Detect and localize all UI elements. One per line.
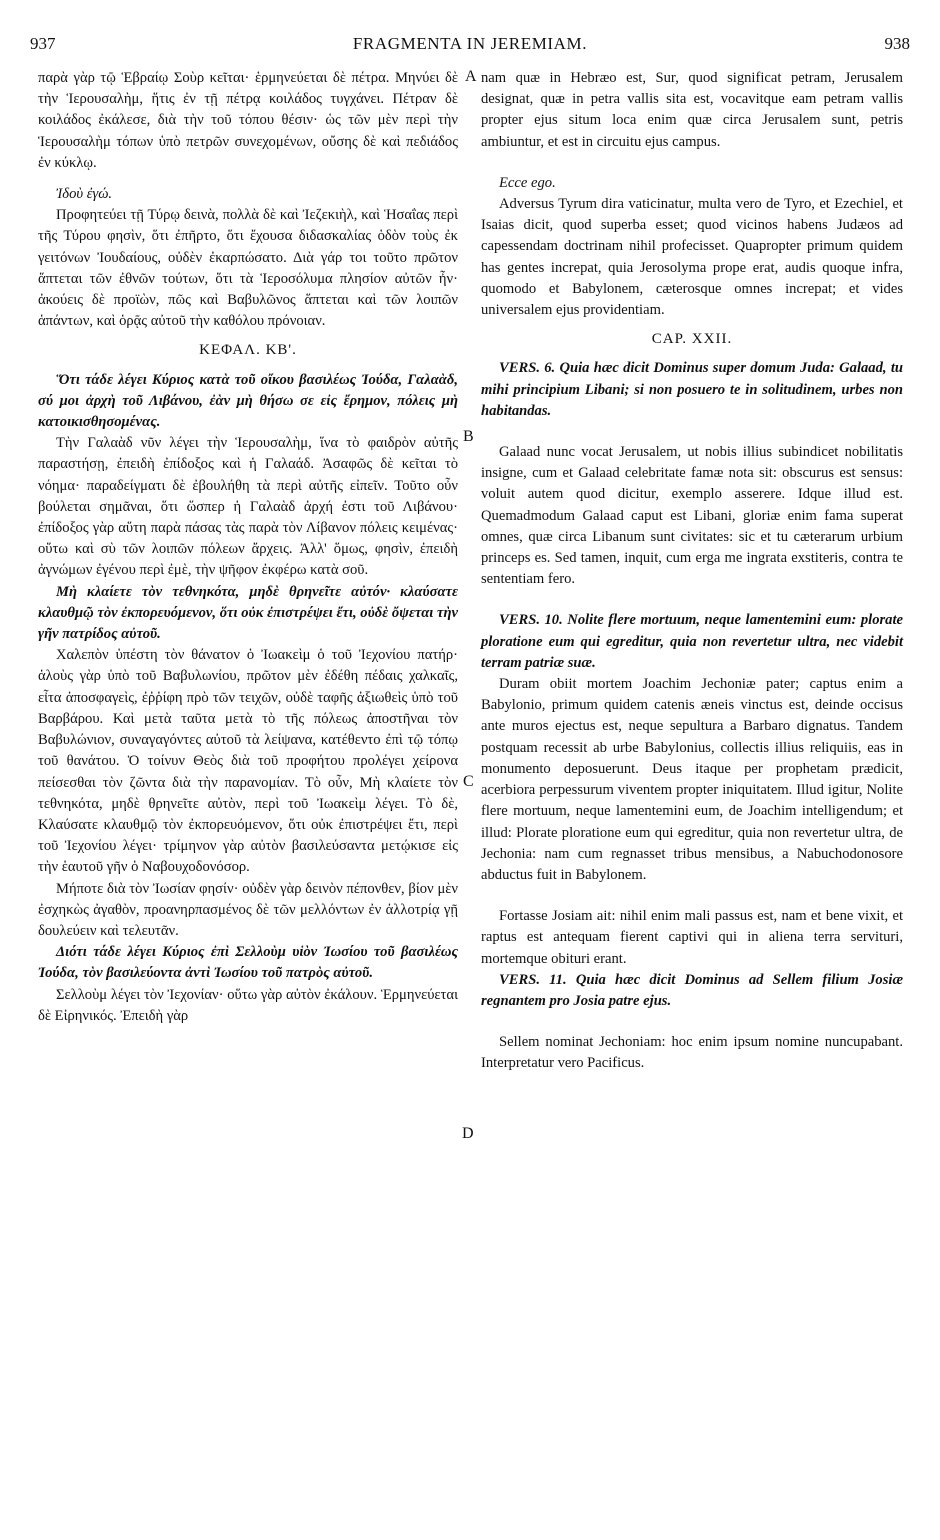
latin-paragraph: nam quæ in Hebræo est, Sur, quod significat petram, Jerusalem designat, quæ in petra vallis sita est, vocavitque eam petram vallis propter ejus situm loca enim quæ circa Jerusalem sunt, petris ambiuntur, et est in circuitu ejus campus. (481, 70, 903, 150)
greek-lemma: Ἰδοὺ ἐγώ. (56, 186, 113, 203)
page-number-right: 938 (884, 34, 910, 53)
latin-chapter-heading: CAP. XXII. (651, 331, 733, 348)
margin-letter-a: A (465, 68, 477, 85)
latin-verse-lemma: VERS. 10. Nolite flere mortuum, neque lamentemini eum: plorate ploratione eum qui egreditur, quia non revertetur ultra, nec videbit terram patriæ suæ. (481, 612, 903, 671)
greek-paragraph: Σελλοὺμ λέγει τὸν Ἰεχονίαν· οὕτω γὰρ αὐτὸν ἐκάλουν. Ἑρμηνεύεται δὲ Εἰρηνικός. Ἐπειδὴ γὰρ (38, 986, 458, 1024)
page-number-left: 937 (30, 34, 56, 53)
latin-paragraph: Adversus Tyrum dira vaticinatur, multa vero de Tyro, et Ezechiel, et Isaias dicit, quod superba esset; quod vicinos habens Judæos ad capessendam doctrinam nihil profecisset. Quapropter primum quidem has gentes increpat, quia Jerosolyma prope erat, audis quoque infra, quomodo et Babylonem, cæterosque omnes increpat; et vides universalem ejus providentiam. (481, 196, 903, 319)
greek-paragraph: Προφητεύει τῇ Τύρῳ δεινὰ, πολλὰ δὲ καὶ Ἰεζεκιὴλ, καὶ Ἡσαΐας περὶ τῆς Τύρου φησὶν, ὅτι ἐπῆρτο, ὅτι ἔχουσα διδασκαλίας ὁδὸν τοὺς ἐκ γειτόνων Ἰουδαίους, οὐδὲν ἐκαρπώσατο. Διὰ γάρ τοι τοῦτο πρῶτον ἅπτεται τῶν ἐθνῶν τούτων, ὅτι τὰ Ἱεροσόλυμα πλησίον αὐτῶν ἦν· ἀκούεις δὲ προϊὼν, πῶς καὶ Βαβυλῶνος ἅπτεται καὶ τῶν λοιπῶν ἁπάντων, καὶ ὁρᾷς αὐτοῦ τὴν καθόλου πρόνοιαν. (38, 207, 458, 330)
latin-paragraph: Sellem nominat Jechoniam: hoc enim ipsum nomine nuncupabant. Interpretatur vero Pacificus. (481, 1034, 903, 1072)
greek-paragraph: παρὰ γὰρ τῷ Ἑβραίῳ Σοὺρ κεῖται· ἑρμηνεύεται δὲ πέτρα. Μηνύει δὲ τὴν Ἱερουσαλὴμ, ἥτις ἐν τῇ πέτρᾳ κοιλάδος τυγχάνει. Πέτραν δὲ κοιλάδος ἐκάλεσε, διὰ τὴν τοῦ τόπου θέσιν· ὡς τῶν μὲν περὶ τὴν Ἱερουσαλὴμ τόπων ὑπὸ πετρῶν συνεχομένων, οὔσης δὲ καὶ πεδιάδος ἐν κύκλῳ. (38, 70, 458, 171)
latin-verse-lemma: VERS. 11. Quia hæc dicit Dominus ad Sellem filium Josiæ regnantem pro Josia patre ejus. (481, 971, 903, 1009)
latin-paragraph: Galaad nunc vocat Jerusalem, ut nobis illius subindicet nobilitatis insigne, cum et Galaad celebritate famæ nota sit: obscurus est sensus: voluit autem quod dicitur, exemplo asserere. Idque illud est. Quemadmodum Galaad caput est Libani, gloriæ enim fama superat omnes, quæ circa Libanum sunt civitates: sic et tu cæterarum urbium princeps es. Sed tamen, inquit, cum erga me ingrata exstiteris, contra te sententiam fero. (481, 444, 903, 588)
greek-paragraph: Μήποτε διὰ τὸν Ἰωσίαν φησίν· οὐδὲν γὰρ δεινὸν πέπονθεν, βίον μὲν ἐσχηκὼς ἀγαθὸν, προανηρπασμένος δὲ τῶν μελλόντων ἐν ἀλλοτρίᾳ γῇ δουλεύειν καὶ τελευτᾶν. (38, 880, 458, 939)
margin-letter-c: C (463, 773, 474, 790)
margin-letter-b: B (463, 428, 474, 445)
latin-paragraph: Fortasse Josiam ait: nihil enim mali passus est, nam et bene vixit, et raptus est antequam fierent captivi qui in aliena terra servituri, mortemque obituri erant. (481, 908, 903, 967)
greek-verse-lemma: Μὴ κλαίετε τὸν τεθνηκότα, μηδὲ θρηνεῖτε αὐτόν· κλαύσατε κλαυθμῷ τὸν ἐκπορευόμενον, ὅτι οὐκ ἐπιστρέψει ἔτι, οὐδὲ ὄψεται τὴν γῆν πατρίδος αὐτοῦ. (38, 583, 458, 643)
latin-lemma: Ecce ego. (499, 174, 556, 191)
latin-verse-lemma: VERS. 6. Quia hæc dicit Dominus super domum Juda: Galaad, tu mihi principium Libani; si non posuero te in solitudinem, urbes non habitandas. (481, 360, 903, 419)
greek-paragraph: Τὴν Γαλαὰδ νῦν λέγει τὴν Ἱερουσαλὴμ, ἵνα τὸ φαιδρὸν αὐτῆς παραστήσῃ, ἐπειδὴ ἐπίδοξος καὶ ἡ Γαλαάδ. Ἀσαφῶς δὲ κεῖται τὸ νόημα· παραδείγματι δὲ ἐβουλήθη τὰ περὶ αὐτῆς εἰπεῖν. Τοῦτο οὖν βούλεται σημᾶναι, ὅτι ὥσπερ ἡ Γαλαὰδ ἀρχή ἐστι τοῦ Λιβάνου· ἐπίδοξος γὰρ αὕτη παρὰ πάσας τὰς παρὰ τὸν Λίβανον πόλεις κειμένας· οὕτω καὶ σὺ τῶν λοιπῶν πόλεων ἄρχεις. Ἀλλ' ὅμως, φησὶν, ἐπειδὴ ἀγνώμων ἐγένου περὶ ἐμὲ, τὴν ψῆφον ἐκφέρω κατὰ σοῦ. (38, 435, 458, 579)
latin-paragraph: Duram obiit mortem Joachim Jechoniæ pater; captus enim a Babylonio, primum quidem catenis æneis vinctus est, deinde occisus ante muros ejectus est, neque sepultura a Barbaro dignatus. Tandem postquam recessit ab urbe Babylonius, collectis illius reliquiis, eas in monumento deposuerunt. Deus itaque per prophetam prædicit, acerbiora perpessurum viventem propter iniquitatem. Illud igitur, Nolite flere mortuum, neque lamentemini eum, de Joachim intelligendum; et illud: Plorate ploratione eum qui egreditur, quia non revertetur ultra, de Jechonia: nam cum regnasset tribus mensibus, a Nabuchodonosore abductus fuit in Babylonem. (481, 676, 903, 883)
margin-letter-d: D (462, 1125, 474, 1142)
greek-verse-lemma: Ὅτι τάδε λέγει Κύριος κατὰ τοῦ οἴκου βασιλέως Ἰούδα, Γαλαὰδ, σύ μοι ἀρχὴ τοῦ Λιβάνου, ἐὰν μὴ θήσω σε εἰς ἔρημον, πόλεις μὴ κατοικισθησομένας. (38, 371, 458, 431)
latin-column (481, 68, 903, 1075)
running-title: FRAGMENTA IN JEREMIAM. (352, 34, 588, 53)
greek-column (38, 68, 458, 1027)
greek-paragraph: Χαλεπὸν ὑπέστη τὸν θάνατον ὁ Ἰωακεὶμ ὁ τοῦ Ἰεχονίου πατήρ· ἁλοὺς γὰρ ὑπὸ τοῦ Βαβυλωνίου, πρῶτον μὲν ἐδέθη πέδαις χαλκαῖς, εἶτα ἀποσφαγεὶς, ἐῤῥίφη πρὸ τῶν τειχῶν, οὐδὲ ταφῆς ἀξιωθεὶς ὑπὸ τοῦ Βαρβάρου. Καὶ μετὰ ταῦτα μετὰ τὸ τῆς πόλεως ἀποστῆναι τὸν Βαβυλώνιον, συναγαγόντες αὐτοῦ τὰ λείψανα, κατέθεντο ἐπὶ τῷ τόπῳ τοῦ θανάτου. Ὁ τοίνυν Θεὸς διὰ τοῦ προφήτου προλέγει χείρονα πείσεσθαι τὸν ζῶντα διὰ τὴν παρανομίαν. Τὸ οὖν, Μὴ κλαίετε τὸν τεθνηκότα, μηδὲ θρηνεῖτε αὐτὸν, περὶ τοῦ Ἰωακεὶμ λέγει. Τὸ δὲ, Κλαύσατε κλαυθμῷ τὸν ἐκπορευόμενον, ὅτι οὐκ ἐπιστρέψει ἔτι, περὶ τοῦ Ἰεχονίου λέγει· τρίμηνον γὰρ αὐτὸν βασιλεύσαντα μετῴκισε εἰς τὴν ἑαυτοῦ γῆν ὁ Ναβουχοδονόσορ. (38, 647, 458, 876)
running-header (0, 34, 940, 60)
greek-chapter-heading: ΚΕΦΑΛ. ΚΒ'. (199, 342, 297, 359)
greek-verse-lemma: Διότι τάδε λέγει Κύριος ἐπὶ Σελλοὺμ υἱὸν Ἰωσίου τοῦ βασιλέως Ἰούδα, τὸν βασιλεύοντα ἀντὶ Ἰωσίου τοῦ πατρὸς αὐτοῦ. (38, 944, 458, 982)
